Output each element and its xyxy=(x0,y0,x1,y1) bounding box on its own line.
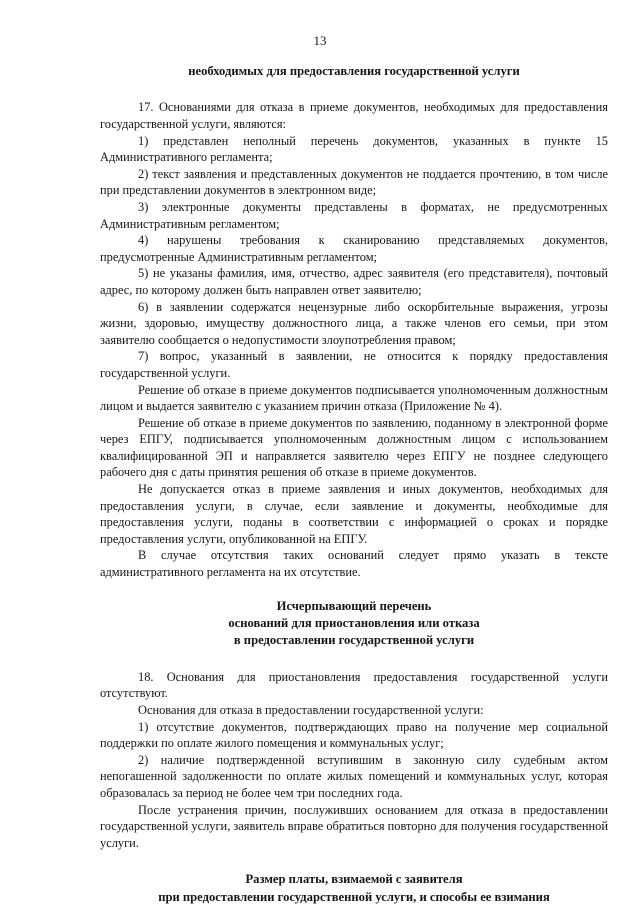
list-item-17-2: 2) текст заявления и представленных документов не поддается прочтению, в том числе при представлении документов в электронном виде; xyxy=(100,166,608,198)
list-item-17-1: 1) представлен неполный перечень документов, указанных в пункте 15 Административного регламента; xyxy=(100,133,608,165)
paragraph-18: 18. Основания для приостановления предоставления государственной услуги отсутствуют. xyxy=(100,669,608,701)
list-item-18-2: 2) наличие подтвержденной вступившим в законную силу судебным актом непогашенной задолженности по оплате жилых помещений и коммунальных услуг, которая образовалась за период не более чем три последних года. xyxy=(100,752,608,800)
list-item-17-6: 6) в заявлении содержатся нецензурные либо оскорбительные выражения, угрозы жизни, здоровью, имуществу должностного лица, а также членов его семьи, при этом заявителю сообщается о недопустимости злоупотребления правом; xyxy=(100,299,608,347)
list-item-17-5: 5) не указаны фамилия, имя, отчество, адрес заявителя (его представителя), почтовый адрес, по которому должен быть направлен ответ заявителю; xyxy=(100,266,608,297)
list-item-17-3: 3) электронные документы представлены в форматах, не предусмотренных Административным регламентом; xyxy=(100,199,608,231)
section-heading-fee-line2: при предоставлении государственной услуги, и способы ее взимания xyxy=(158,889,550,904)
list-item-18-1: 1) отсутствие документов, подтверждающих право на получение мер социальной поддержки по оплате жилого помещения и коммунальных услуг; xyxy=(100,719,608,751)
section-heading-continuation: необходимых для предоставления государственной услуги xyxy=(188,64,520,78)
list-item-17-4: 4) нарушены требования к сканированию представляемых документов, предусмотренные Административным регламентом; xyxy=(100,233,608,264)
paragraph-refusal-decision: Решение об отказе в приеме документов подписывается уполномоченным должностным лицом и выдается заявителю с указанием причин отказа (Приложение № 4). xyxy=(100,382,608,414)
section-heading-fee-line1: Размер платы, взимаемой с заявителя xyxy=(245,872,463,887)
paragraph-no-refusal: Не допускается отказ в приеме заявления и иных документов, необходимых для предоставления услуги, в случае, если заявление и документы, необходимые для предоставления услуги, поданы в соответствии с информацией о сроках и порядке предоставления услуги, опубликованной на ЕПГУ. xyxy=(100,482,608,546)
section-heading-grounds-line1: Исчерпывающий перечень xyxy=(276,598,432,613)
list-item-17-7: 7) вопрос, указанный в заявлении, не относится к порядку предоставления государственной услуги. xyxy=(100,349,608,380)
section-heading-grounds-line2: оснований для приостановления или отказа xyxy=(228,616,480,631)
paragraph-electronic-refusal: Решение об отказе в приеме документов по заявлению, поданному в электронной форме через ЕПГУ, подписывается уполномоченным должностным лицом с использованием квалифицированной ЭП и направляется заявителю через ЕПГУ не позднее следующего рабочего дня с даты принятия решения об отказе в приеме документов. xyxy=(100,415,608,480)
paragraph-reapply: После устранения причин, послуживших основанием для отказа в предоставлении государственной услуги, заявитель вправе обратиться повторно для получения государственной услуги. xyxy=(100,802,608,850)
paragraph-absence-note: В случае отсутствия таких оснований следует прямо указать в тексте административного регламента на их отсутствие. xyxy=(100,548,608,580)
section-heading-grounds-line3: в предоставлении государственной услуги xyxy=(233,633,475,648)
paragraph-17: 17. Основаниями для отказа в приеме документов, необходимых для предоставления государственной услуги, являются: xyxy=(100,100,608,131)
page-content xyxy=(100,63,608,906)
paragraph-refusal-grounds: Основания для отказа в предоставлении государственной услуги: xyxy=(138,703,484,718)
page-number: 13 xyxy=(313,33,327,48)
